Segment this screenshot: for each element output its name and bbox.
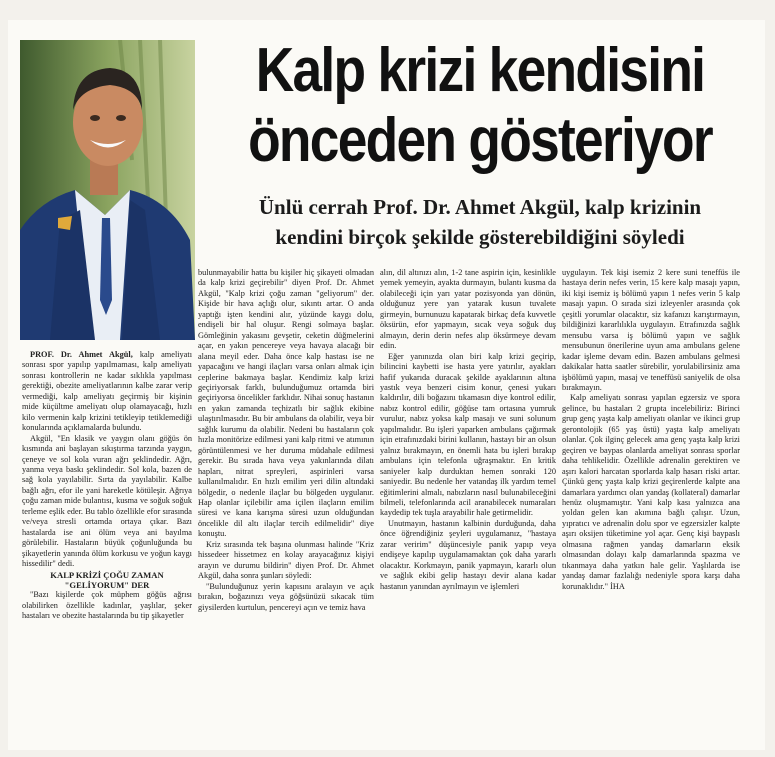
author-photo [20,40,195,340]
section-subheading-line-1: KALP KRİZİ ÇOĞU ZAMAN [50,569,164,580]
column-4-paragraph-2: Kalp ameliyatı sonrası yapılan egzersiz ve spora gelince, bu hastaları 2 grupta incelebiliriz: Birinci grup genç yaşta kalp ameliyatı olanlar ve ikinci grup gerontolojik (65 yaş üstü) yaşta kalp ameliyatı olanlar. Çok ilginç gelecek ama genç yaşta kalp krizi geçiren ve baypas olanlarda ameliyat sonrası sporlar daha tehlikelidir. Özellikle adrenalin gerektiren ve aşırı kalori harcatan sporlarda kalp hasarı riski artar. Çünkü genç yaşta kalp krizi geçirenlerde kalpte ana damarlara yardımcı olan yandaş (kollateral) damarlar henüz oluşmamıştır. Yani kalp kası yalnızca ana yoldan gelen kan akımına bağlı çalışır. Uzun, yıpratıcı ve adrenalin dolu spor ve egzersizler kalpte aşırı oksijen tüketimine yol açar. Genç kişi baypaslı olmasına rağmen yandaş damarların eksik olmasından dolayı kalp damarlarında spazma ve tıkanmaya daha yatkın hale gelir. Yaşlılarda ise yandaş damar fazlalığı nedeniyle spora karşı daha korunaklıdır." İHA [562,393,740,591]
column-3-paragraph-2: Eğer yanınızda olan biri kalp krizi geçirip, bilincini kaybetti ise hasta yere yatırılır, ayakları hafif yukarıda duracak şekilde ayaklarının altına yastık veya benzeri cisim konur, çenesi yukarı kaldırılır, dili boğazını tıkamasın diye kontrol edilir, nabız kontrol edilir, göğüse tam ortasına yumruk vurulur, nabız yoksa kalp masajı ve suni solunum yapılmalıdır. Bu işleri yaparken ambulans çağırmak için etrafınızdaki birini kullanın, hastayı bir an olsun yalnız bırakmayın, en önemli hata bu işleri bırakıp ambulans için telefonla uğraşmaktır. En kritik saniyeler kalp durduktan hemen sonraki 120 saniyedir. Bu nedenle her vatandaş ilk yardım temel eğitimlerini almalı, nabızların nasıl bulunabileceğini bilmeli, telefonlarında acil aranabilecek numaraları kaydedip tek tuşla arayabilir hale getirmelidir. [380,351,556,518]
column-2-paragraph-2: Kriz sırasında tek başına olunması halinde "Kriz hissedeer hissetmez en kolay arayacağınız kişiyi arayın ve durumu bildirin" diyen Prof. Dr. Ahmet Akgül, daha sonra şunları söyledi: [198,539,374,581]
section-subheading-line-2: "GELİYORUM" DER [64,579,150,590]
article-column-2 [198,268,374,613]
column-2-paragraph-3: "Bulunduğunuz yerin kapısını aralayın ve açık bırakın, boğazınızı veya göğsünüzü sıkacak tüm giysilerden kurtulun, pencereyi açın ve temiz hava [198,581,374,612]
column-2-paragraph-1: bulunmayabilir hatta bu kişiler hiç şikayeti olmadan da kalp krizi geçirebilir" diyen Prof. Dr. Ahmet Akgül, "Kalp krizi çoğu zaman "geliyorum" der. Kişide bir hava açlığı olur, sıkıntı artar. O anda yaptığı işten kendini alır, yüzünde kaygı dolu, endişeli bir hal oluşur. Rengi solmaya başlar. Gömleğinin yakasını gevşetir, ceketin düğmelerini açar, en yakın pencereye veya havaya alacağı bir alana meyil eder. Daha önce kalp hastası ise ne yapacağını ve hangi ilaçları varsa onları almak için ceplerine bakmaya başlar. Kendimiz kalp krizi geçiriyorsak farklı, bulunduğumuz ortamda biri geçiriyorsa öncelikler farklıdır. Nihai sonuç hastanın en yakın zamanda teçhizatlı bir sağlık ekibine ulaştırılmasıdır. Bu bir ambulans da olabilir, veya bir sağlık kurumu da olabilir. Nedeni bu hastaların çok hızla monitörize edilmesi yani kalp ritmi ve atımının görüntülenmesi ve her duruma müdahale edilmesi gerekir. Bu sırada hava veya yakınlarında dilatı hapları, nitrat spreyleri, aspirinleri varsa kullanılmalıdır. En hızlı emilim yeri dilin altındaki bölgedir, o nedenle ilaçlar bu bölgeden uygulanır. Hap olanlar içilebilir ama içilen ilaçların emilim süresi ve kana karışma süresi uzun olduğundan öncelikle dil altı ilaçlar tercih edilmelidir" diye konuştu. [198,268,374,539]
column-1-paragraph-1: kalp ameliyatı sonrası spor yapılıp yapılmaması, kalp ameliyatı sonrası kontrollerin ne kadar sıklıkla yapılması gerektiği, obezite ameliyatlarının kalbe zarar verip vermediği, kalp ameliyatı geçirmiş bir kişinin mide küçültme ameliyatı olup olamayacağı, hızlı kilo vermenin kalp krizini tetikleyip tetiklemediği konularında açıklamalarda bulundu. [22,350,192,433]
column-3-paragraph-3: Unutmayın, hastanın kalbinin durduğunda, daha önce öğrendiğiniz şeyleri uygulamanız, "hastaya zarar veririm" düşüncesiyle panik yapıp veya endişeye kapılıp uygulamamaktan çok daha yararlı olacaktır. Korkmayın, panik yapmayın, kararlı olun ve sağlık ekibi gelip hastayı devir alana kadar hastanın yanından ayrılmayın ve işlemleri [380,518,556,591]
headline-line-1: Kalp krizi kendisini [255,36,705,105]
portrait-image [20,40,195,340]
article-column-1 [22,350,192,622]
column-3-paragraph-1: alın, dil altınızı alın, 1-2 tane aspirin için, kesinlikle yemek yemeyin, ayakta durmayın, bulantı kusma da olabileceği için yarı yatar pozisyonda yan dönün, olduğunuz yere yan yatarak kusun tuvalete girmeyin, burnunuzu kapatarak birkaç defa kuvvetle öksürün, efor yapmayın, sıcak veya soğuk duş almayın, derin derin nefes alıp öksürmeye devam edin. [380,268,556,351]
column-1-paragraph-2: Akgül, "En klasik ve yaygın olanı göğüs ön kısmında ani başlayan sıkıştırma tarzında yaygın, çeneye ve sol kola vuran ağrı şeklindedir. Ağrı, yanma veya baskı şeklindedir. Sol kola, bazen de sağ kola yayılabilir. Sırta da yayılabilir. Kalbe bağlı ağrı, efor ile yani hareketle kötüleşir. Ağrıya çoğu zaman mide bulantısı, kusma ve soğuk soğuk terleme eşlik eder. Bu tablo özellikle efor sırasında ve/veya stresli ortamda ortaya çıkar. Bazı hastalarda ise ani ölüm veya ani bayılma görülebilir. Hastaların büyük çoğunluğunda bu şikayetlerin yanında ölüm korkusu ve yoğun kaygı hissedilir" dedi. [22,433,192,569]
lead-byline: PROF. Dr. Ahmet Akgül, [30,350,133,359]
article-column-4 [562,268,740,592]
subheadline-line-2: kendini birçok şekilde gösterebildiğini söyledi [275,225,685,249]
article-column-3 [380,268,556,592]
headline-line-2: önceden gösteriyor [248,106,712,175]
subheadline-line-1: Ünlü cerrah Prof. Dr. Ahmet Akgül, kalp krizinin [258,195,702,219]
column-1-paragraph-3: "Bazı kişilerde çok müphem göğüs ağrısı olabilirken özellikle kadınlar, yaşlılar, şeker hastaları ve obezite hastalarında bu tip şikayetler [22,590,192,621]
subheadline [200,192,760,252]
headline [239,36,721,176]
column-4-paragraph-1: uygulayın. Tek kişi isemiz 2 kere suni teneffüs ile hastaya derin nefes verin, 15 kere kalp masajı yapın, iki kişi isemiz iş bölümü yapın 1 nefes verin 5 kalp masajı yapın. O sırada sizi izleyenler arasında çok çeşitli yorumlar olacaktır, siz kafanızı karıştırmayın, bildiğinizi kararlılıkla uygulayın. Etrafınızda sağlık mensubu varsa iş bölümü yapın ve sağlık mensubunun önerilerine uyun ama ambulans gelene kadar işleme devam edin. Bazen ambulans gelmesi dakikalar hatta saatler sürebilir, yorulabilirsiniz ama işbölümü yapın, masaj ve teneffüsü saniyelik de olsa bırakmayın. [562,268,740,392]
